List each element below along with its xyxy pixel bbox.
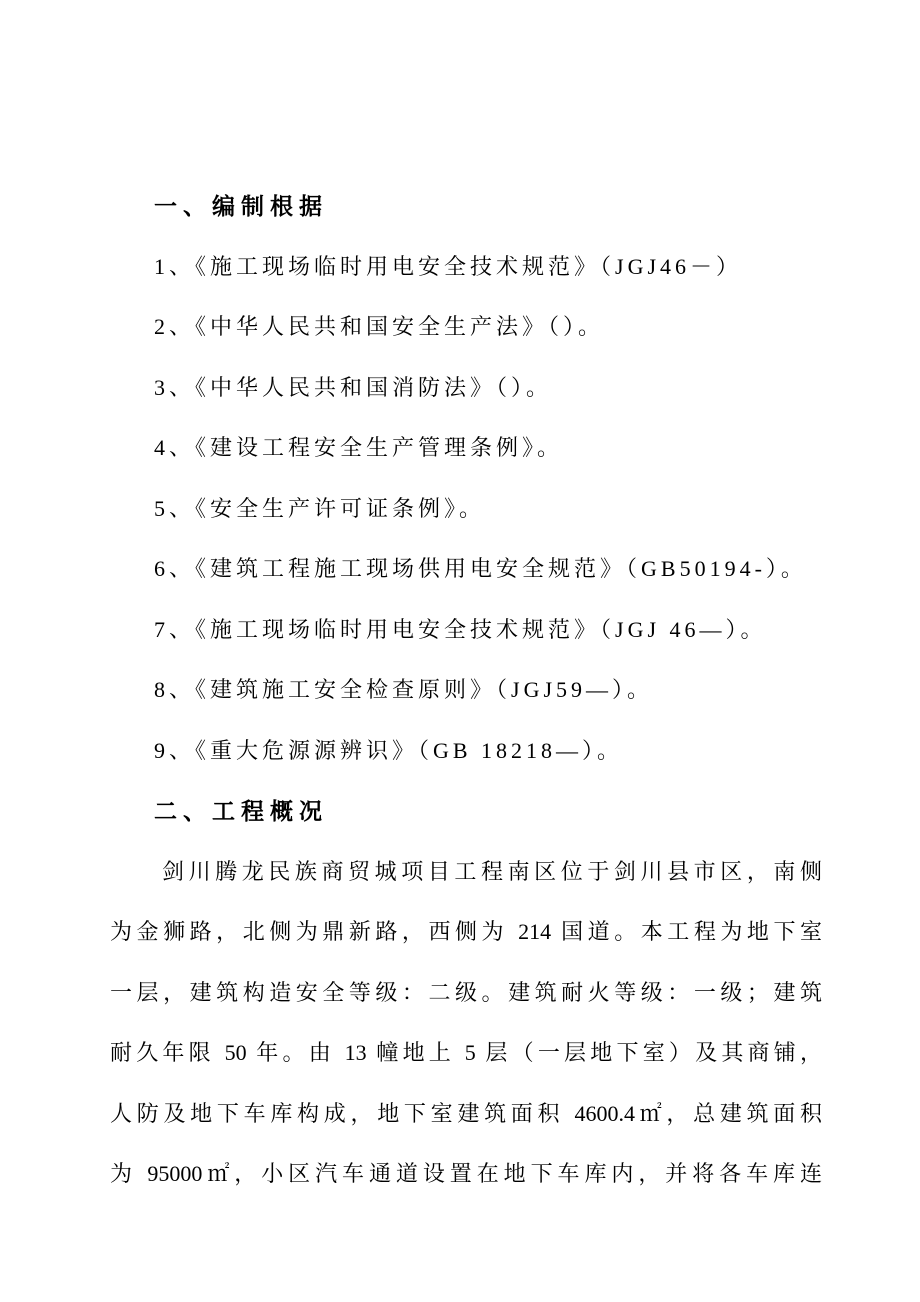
- list-item-8: 8、《建筑施工安全检查原则》（JGJ59—）。: [154, 677, 654, 702]
- list-item-9: 9、《重大危源源辨识》（GB 18218—）。: [154, 737, 624, 763]
- paragraph-line-4: 耐久年限 50 年。由 13 幢地上 5 层（一层地下室）及其商铺，: [110, 1040, 822, 1065]
- list-item-4: 4、《建设工程安全生产管理条例》。: [154, 435, 564, 460]
- paragraph-line-5: 人防及地下车库构成，地下室建筑面积 4600.4㎡，总建筑面积: [110, 1100, 822, 1126]
- list-item-5: 5、《安全生产许可证条例》。: [154, 495, 486, 521]
- list-item-1: 1、《施工现场临时用电安全技术规范》（JGJ46－）: [154, 253, 743, 279]
- paragraph-line-2: 为金狮路，北侧为鼎新路，西侧为 214 国道。本工程为地下室: [110, 919, 822, 944]
- section2-heading: 二、工程概况: [154, 798, 328, 824]
- paragraph-line-1: 剑川腾龙民族商贸城项目工程南区位于剑川县市区，南侧: [162, 858, 822, 884]
- list-item-3: 3、《中华人民共和国消防法》（）。: [154, 374, 553, 400]
- paragraph-line-3: 一层，建筑构造安全等级：二级。建筑耐火等级：一级；建筑: [110, 979, 822, 1005]
- document-content: [110, 0, 822, 1205]
- paragraph-line-6: 为 95000㎡，小区汽车通道设置在地下车库内，并将各车库连: [110, 1161, 822, 1186]
- list-item-2: 2、《中华人民共和国安全生产法》（）。: [154, 314, 605, 339]
- list-item-6: 6、《建筑工程施工现场供用电安全规范》（GB50194-）。: [154, 556, 807, 581]
- list-item-7: 7、《施工现场临时用电安全技术规范》（JGJ 46—）。: [154, 616, 767, 642]
- section1-heading: 一、编制根据: [154, 193, 328, 219]
